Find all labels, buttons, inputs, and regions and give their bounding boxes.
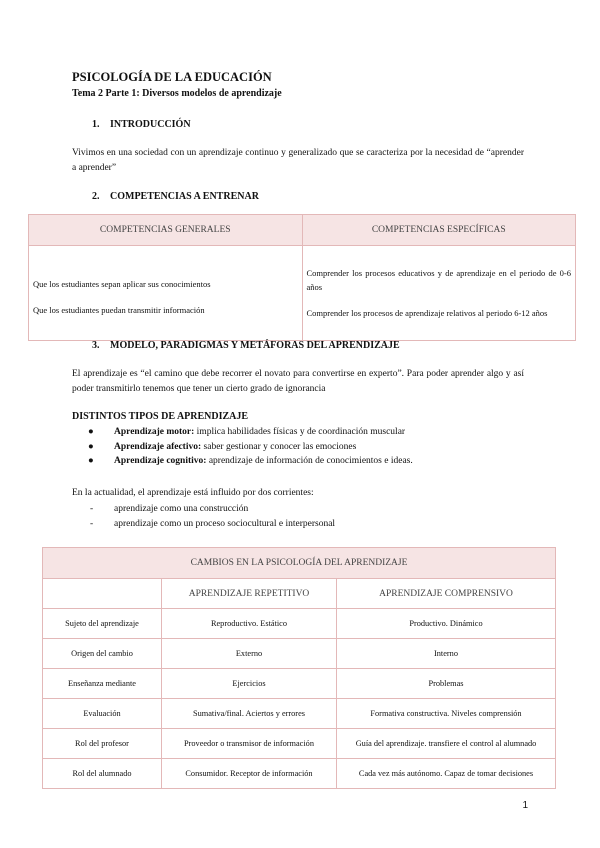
cell-comprensivo: Cada vez más autónomo. Capaz de tomar decisiones xyxy=(337,759,556,789)
corriente-text: aprendizaje como un proceso sociocultural e interpersonal xyxy=(114,518,336,529)
section-title: INTRODUCCIÓN xyxy=(110,119,191,130)
list-item: Comprender los procesos educativos y de aprendizaje en el periodo de 0-6 años xyxy=(306,268,571,292)
tipo-term: Aprendizaje afectivo: xyxy=(114,441,202,452)
intro-paragraph: Vivimos en una sociedad con un aprendizaje continuo y generalizado que se caracteriza por la necesidad de “aprender a aprender” xyxy=(72,148,524,173)
bullet-icon: ● xyxy=(88,427,94,437)
document-title: PSICOLOGÍA DE LA EDUCACIÓN xyxy=(72,70,272,84)
dash-icon: - xyxy=(90,518,94,529)
bullet-icon: ● xyxy=(88,456,94,466)
table-row xyxy=(43,639,556,669)
section-title: COMPETENCIAS A ENTRENAR xyxy=(110,191,259,202)
list-item: Que los estudiantes sepan aplicar sus conocimientos xyxy=(33,279,211,289)
table-row xyxy=(43,699,556,729)
cell-comprensivo: Productivo. Dinámico xyxy=(337,609,556,639)
tipo-desc: implica habilidades físicas y de coordinación muscular xyxy=(194,427,406,437)
cell-repetitivo: Sumativa/final. Aciertos y errores xyxy=(162,699,337,729)
table-row xyxy=(43,759,556,789)
list-item: Que los estudiantes puedan transmitir información xyxy=(33,305,205,315)
section-number: 1. xyxy=(92,119,100,130)
table-header-cell: COMPETENCIAS GENERALES xyxy=(29,215,303,246)
list-item xyxy=(88,425,528,440)
section-heading-introduccion xyxy=(92,119,191,130)
corrientes-list xyxy=(90,502,530,531)
table-header-cell xyxy=(43,579,162,609)
cell-comprensivo: Interno xyxy=(337,639,556,669)
list-item xyxy=(88,440,528,455)
page-number: 1 xyxy=(522,800,528,811)
list-item xyxy=(88,454,528,469)
cambios-table xyxy=(42,547,556,789)
table-header-cell: APRENDIZAJE REPETITIVO xyxy=(162,579,337,609)
row-label: Sujeto del aprendizaje xyxy=(43,609,162,639)
row-label: Origen del cambio xyxy=(43,639,162,669)
modelo-paragraph: El aprendizaje es “el camino que debe recorrer el novato para convertirse en experto”. Para poder aprender algo y así poder transmitirlo tenemos que tener un cierto grado de ignorancia xyxy=(72,369,524,394)
document-subtitle: Tema 2 Parte 1: Diversos modelos de aprendizaje xyxy=(72,88,282,99)
table-row xyxy=(43,669,556,699)
table-header-row xyxy=(43,579,556,609)
row-label: Enseñanza mediante xyxy=(43,669,162,699)
corriente-text: aprendizaje como una construcción xyxy=(114,504,249,514)
cell-repetitivo: Reproductivo. Estático xyxy=(162,609,337,639)
cell-repetitivo: Consumidor. Receptor de información xyxy=(162,759,337,789)
cell-comprensivo: Problemas xyxy=(337,669,556,699)
tipos-heading: DISTINTOS TIPOS DE APRENDIZAJE xyxy=(72,411,249,422)
bullet-icon: ● xyxy=(88,441,94,452)
dash-icon: - xyxy=(90,504,94,514)
table-row xyxy=(43,729,556,759)
section-title: MODELO, PARADIGMAS Y METÁFORAS DEL APRENDIZAJE xyxy=(110,340,400,351)
section-number: 3. xyxy=(92,340,100,351)
cell-comprensivo: Guía del aprendizaje. transfiere el control al alumnado xyxy=(337,729,556,759)
tipo-desc: saber gestionar y conocer las emociones xyxy=(201,441,357,452)
table-row xyxy=(43,609,556,639)
section-number: 2. xyxy=(92,191,100,202)
list-item xyxy=(90,502,530,517)
tipo-term: Aprendizaje cognitivo: xyxy=(114,456,207,466)
competencias-generales-cell xyxy=(29,246,303,341)
corrientes-intro: En la actualidad, el aprendizaje está influido por dos corrientes: xyxy=(72,488,314,498)
table-header-row xyxy=(29,215,576,246)
competencias-table xyxy=(28,214,576,341)
list-item: Comprender los procesos de aprendizaje relativos al periodo 6-12 años xyxy=(306,308,548,318)
row-label: Evaluación xyxy=(43,699,162,729)
tipo-desc: aprendizaje de información de conocimientos e ideas. xyxy=(206,456,413,466)
list-item xyxy=(90,517,530,532)
tipo-term: Aprendizaje motor: xyxy=(114,427,195,437)
section-heading-modelo xyxy=(92,340,400,351)
table-header-cell: APRENDIZAJE COMPRENSIVO xyxy=(337,579,556,609)
table-title-row xyxy=(43,548,556,579)
table-row xyxy=(29,246,576,341)
section-heading-competencias xyxy=(92,191,259,202)
cell-repetitivo: Ejercicios xyxy=(162,669,337,699)
table-header-cell: COMPETENCIAS ESPECÍFICAS xyxy=(302,215,576,246)
row-label: Rol del profesor xyxy=(43,729,162,759)
competencias-especificas-cell xyxy=(302,246,576,341)
row-label: Rol del alumnado xyxy=(43,759,162,789)
cell-comprensivo: Formativa constructiva. Niveles comprensión xyxy=(337,699,556,729)
tipos-list xyxy=(88,425,528,469)
table-title-cell: CAMBIOS EN LA PSICOLOGÍA DEL APRENDIZAJE xyxy=(43,548,556,579)
cell-repetitivo: Externo xyxy=(162,639,337,669)
cell-repetitivo: Proveedor o transmisor de información xyxy=(162,729,337,759)
